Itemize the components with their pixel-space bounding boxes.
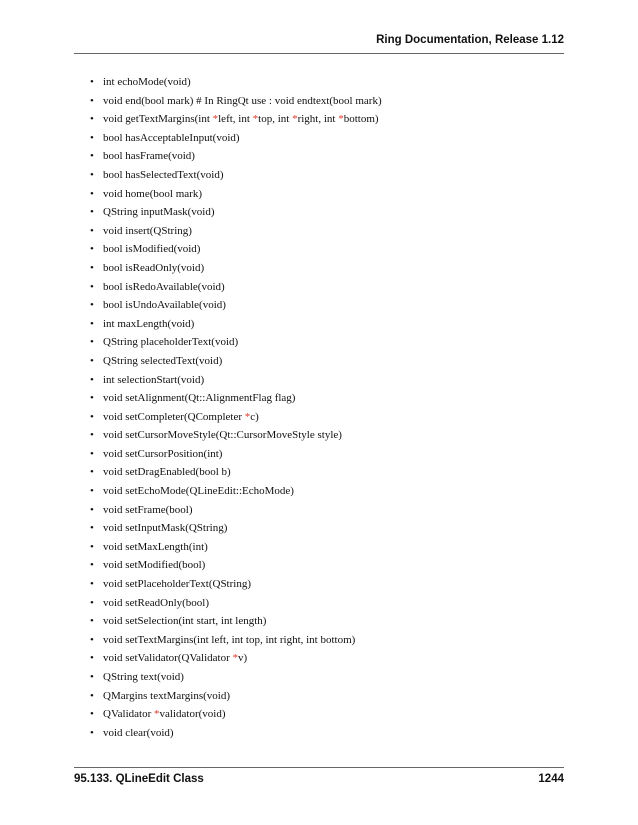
bullet-icon: • xyxy=(90,168,94,181)
list-item xyxy=(92,631,562,650)
list-item xyxy=(92,110,562,129)
list-item xyxy=(92,649,562,668)
list-item xyxy=(92,575,562,594)
list-item xyxy=(92,556,562,575)
list-item xyxy=(92,129,562,148)
bullet-icon: • xyxy=(90,354,94,367)
bullet-icon: • xyxy=(90,485,94,498)
list-item-text: void getTextMargins(int *left, int *top, int *right, int *bottom) xyxy=(103,113,379,126)
bullet-icon: • xyxy=(90,708,94,721)
list-item-text: void setDragEnabled(bool b) xyxy=(103,466,231,479)
list-item-text: int maxLength(void) xyxy=(103,317,195,330)
bullet-icon: • xyxy=(90,559,94,572)
list-item xyxy=(92,463,562,482)
bullet-icon: • xyxy=(90,150,94,163)
list-item xyxy=(92,408,562,427)
list-item-text: QValidator *validator(void) xyxy=(103,708,226,721)
list-item xyxy=(92,92,562,111)
page-header-title: Ring Documentation, Release 1.12 xyxy=(376,34,564,46)
bullet-icon: • xyxy=(90,652,94,665)
list-item-text: void setPlaceholderText(QString) xyxy=(103,578,252,591)
list-item-text: bool isReadOnly(void) xyxy=(103,261,205,274)
list-item-text: void setCursorMoveStyle(Qt::CursorMoveStyle style) xyxy=(103,429,342,442)
bullet-icon: • xyxy=(90,299,94,312)
method-list xyxy=(92,73,562,742)
bullet-icon: • xyxy=(90,633,94,646)
bullet-icon: • xyxy=(90,503,94,516)
bullet-icon: • xyxy=(90,76,94,88)
list-item-text: int selectionStart(void) xyxy=(103,373,205,386)
list-item xyxy=(92,538,562,557)
bullet-icon: • xyxy=(90,410,94,423)
list-item xyxy=(92,501,562,520)
list-item-text: void setAlignment(Qt::AlignmentFlag flag) xyxy=(103,392,296,405)
bullet-icon: • xyxy=(90,113,94,126)
list-item xyxy=(92,166,562,185)
list-item-text: QString selectedText(void) xyxy=(103,354,223,367)
list-item xyxy=(92,519,562,538)
list-item-text: void clear(void) xyxy=(103,726,174,739)
list-item-text: bool isModified(void) xyxy=(103,243,201,256)
bullet-icon: • xyxy=(90,392,94,405)
bullet-icon: • xyxy=(90,373,94,386)
list-item-text: void setValidator(QValidator *v) xyxy=(103,652,248,665)
list-item xyxy=(92,73,562,92)
list-item-text: void setTextMargins(int left, int top, int right, int bottom) xyxy=(103,633,356,646)
list-item-text: void setModified(bool) xyxy=(103,559,206,572)
list-item xyxy=(92,315,562,334)
bullet-icon: • xyxy=(90,447,94,460)
list-item xyxy=(92,705,562,724)
list-item-text: void insert(QString) xyxy=(103,224,192,237)
bullet-icon: • xyxy=(90,540,94,553)
bullet-icon: • xyxy=(90,206,94,219)
list-item xyxy=(92,612,562,631)
header-divider xyxy=(74,53,564,54)
bullet-icon: • xyxy=(90,429,94,442)
list-item-text: void setInputMask(QString) xyxy=(103,522,228,535)
list-item-text: void setMaxLength(int) xyxy=(103,540,208,553)
list-item xyxy=(92,389,562,408)
list-item xyxy=(92,426,562,445)
bullet-icon: • xyxy=(90,243,94,256)
bullet-icon: • xyxy=(90,280,94,293)
bullet-icon: • xyxy=(90,187,94,200)
list-item-text: void setCompleter(QCompleter *c) xyxy=(103,410,259,423)
list-item-text: int echoMode(void) xyxy=(103,76,191,88)
list-item xyxy=(92,147,562,166)
list-item xyxy=(92,724,562,743)
list-item-text: bool hasFrame(void) xyxy=(103,150,195,163)
bullet-icon: • xyxy=(90,131,94,144)
bullet-icon: • xyxy=(90,578,94,591)
list-item xyxy=(92,203,562,222)
list-item xyxy=(92,687,562,706)
bullet-icon: • xyxy=(90,596,94,609)
list-item-text: QMargins textMargins(void) xyxy=(103,689,230,702)
footer-divider xyxy=(74,767,564,768)
list-item xyxy=(92,371,562,390)
list-item xyxy=(92,296,562,315)
list-item xyxy=(92,278,562,297)
bullet-icon: • xyxy=(90,261,94,274)
list-item xyxy=(92,482,562,501)
bullet-icon: • xyxy=(90,615,94,628)
list-item-text: QString inputMask(void) xyxy=(103,206,215,219)
list-item xyxy=(92,352,562,371)
bullet-icon: • xyxy=(90,671,94,683)
list-item-text: QString placeholderText(void) xyxy=(103,336,239,349)
list-item-text: void end(bool mark) # In RingQt use : void endtext(bool mark) xyxy=(103,94,382,107)
bullet-icon: • xyxy=(90,726,94,739)
bullet-icon: • xyxy=(90,94,94,107)
list-item-text: bool isRedoAvailable(void) xyxy=(103,280,225,293)
list-item-text: void home(bool mark) xyxy=(103,187,202,200)
list-item-text: void setSelection(int start, int length) xyxy=(103,615,267,628)
bullet-icon: • xyxy=(90,224,94,237)
list-item xyxy=(92,259,562,278)
bullet-icon: • xyxy=(90,689,94,702)
list-item xyxy=(92,222,562,241)
bullet-icon: • xyxy=(90,522,94,535)
list-item-text: bool hasAcceptableInput(void) xyxy=(103,131,240,144)
bullet-icon: • xyxy=(90,336,94,349)
list-item-text: void setFrame(bool) xyxy=(103,503,193,516)
list-item-text: void setReadOnly(bool) xyxy=(103,596,210,609)
list-item-text: void setCursorPosition(int) xyxy=(103,447,223,460)
footer-page-number: 1244 xyxy=(538,773,564,785)
footer-section-title: 95.133. QLineEdit Class xyxy=(74,773,204,785)
list-item-text: bool isUndoAvailable(void) xyxy=(103,299,226,312)
list-item xyxy=(92,240,562,259)
bullet-icon: • xyxy=(90,317,94,330)
list-item xyxy=(92,185,562,204)
list-item-text: void setEchoMode(QLineEdit::EchoMode) xyxy=(103,485,294,498)
list-item xyxy=(92,668,562,687)
list-item xyxy=(92,333,562,352)
list-item xyxy=(92,445,562,464)
list-item-text: QString text(void) xyxy=(103,671,184,683)
bullet-icon: • xyxy=(90,466,94,479)
list-item-text: bool hasSelectedText(void) xyxy=(103,168,224,181)
list-item xyxy=(92,594,562,613)
